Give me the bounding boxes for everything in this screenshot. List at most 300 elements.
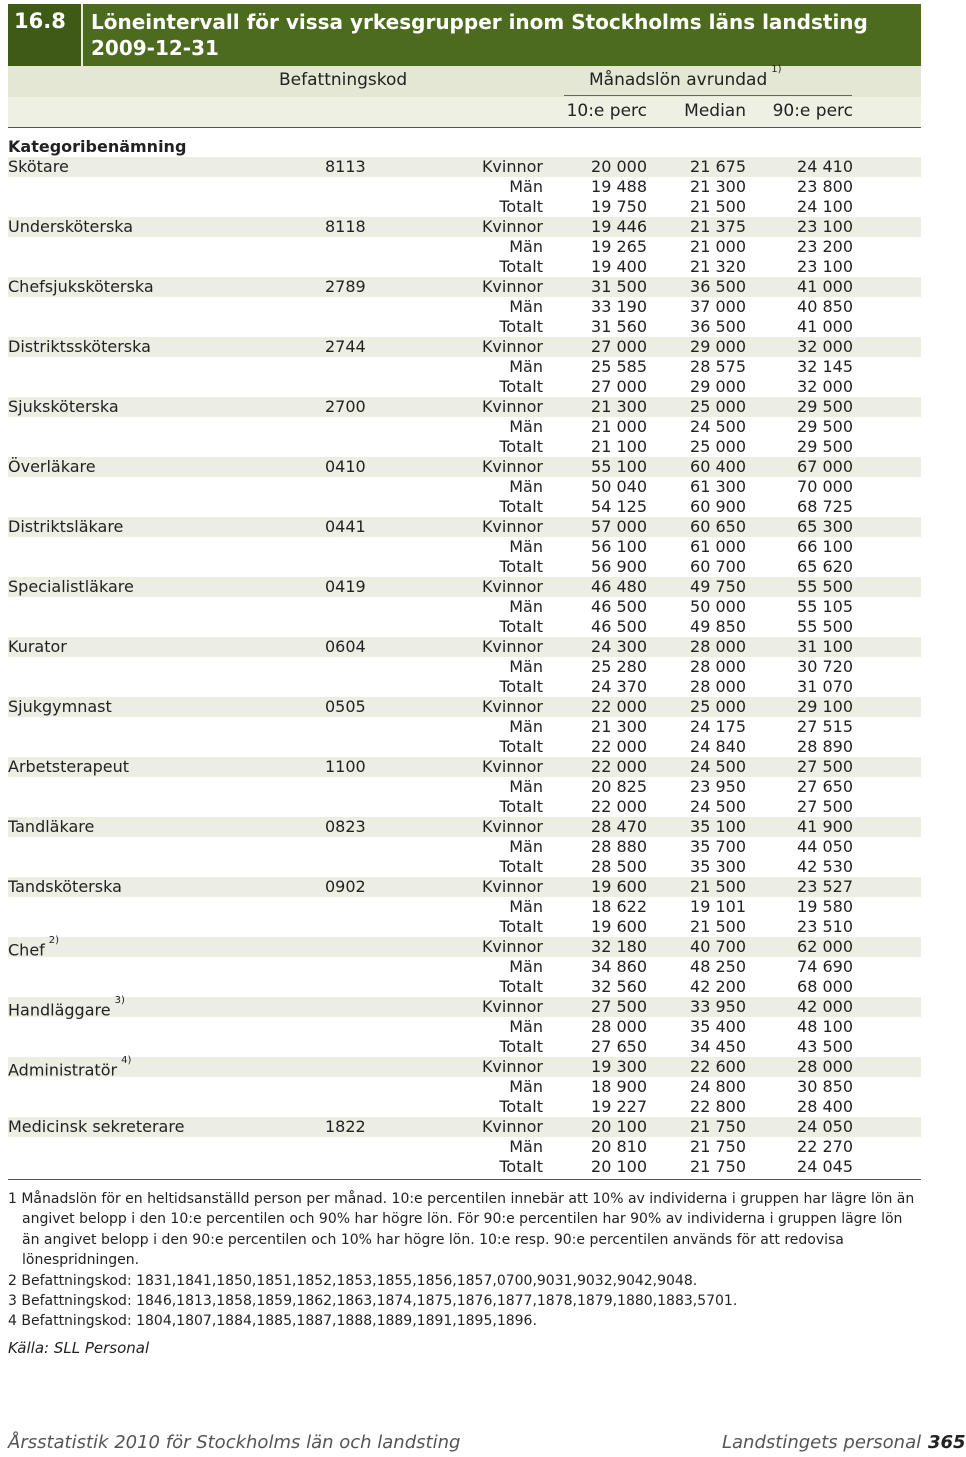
row-befattningskod: 0419 — [325, 577, 366, 596]
row-gender: Kvinnor — [481, 637, 543, 656]
row-p90: 62 000 — [797, 937, 853, 956]
row-p10: 28 880 — [591, 837, 647, 856]
row-p10: 22 000 — [591, 737, 647, 756]
table-row — [8, 317, 921, 337]
row-befattningskod: 0441 — [325, 517, 366, 536]
row-category-name: Skötare — [8, 157, 69, 176]
row-p10: 24 370 — [591, 677, 647, 696]
row-median: 24 500 — [690, 757, 746, 776]
row-befattningskod: 2789 — [325, 277, 366, 296]
row-p90: 22 270 — [797, 1137, 853, 1156]
row-befattningskod: 1822 — [325, 1117, 366, 1136]
table-row — [8, 697, 921, 717]
row-p90: 42 530 — [797, 857, 853, 876]
row-median: 35 300 — [690, 857, 746, 876]
row-p90: 29 500 — [797, 437, 853, 456]
row-p10: 20 100 — [591, 1117, 647, 1136]
row-p90: 30 720 — [797, 657, 853, 676]
row-category-name: Administratör $^{4)}$ — [8, 1055, 132, 1080]
table-row — [8, 557, 921, 577]
row-gender: Män — [509, 897, 543, 916]
row-p90: 68 725 — [797, 497, 853, 516]
header-group-rule — [564, 95, 852, 96]
table-row — [8, 617, 921, 637]
row-p90: 28 400 — [797, 1097, 853, 1116]
footnote-2: 2 Befattningskod: 1831,1841,1850,1851,1852,1853,1855,1856,1857,0700,9031,9032,9042,9048. — [8, 1272, 698, 1289]
row-p10: 56 100 — [591, 537, 647, 556]
table-row — [8, 457, 921, 477]
row-gender: Kvinnor — [481, 577, 543, 596]
row-median: 49 850 — [690, 617, 746, 636]
row-p10: 27 000 — [591, 337, 647, 356]
row-gender: Män — [509, 177, 543, 196]
footer-publication: Årsstatistik 2010 för Stockholms län och landsting — [8, 1432, 461, 1453]
row-median: 24 800 — [690, 1077, 746, 1096]
row-p90: 28 890 — [797, 737, 853, 756]
row-median: 29 000 — [690, 337, 746, 356]
table-row — [8, 837, 921, 857]
footnote-ref: 2) — [48, 935, 60, 946]
row-befattningskod: 8118 — [325, 217, 366, 236]
row-p90: 27 515 — [797, 717, 853, 736]
table-row — [8, 777, 921, 797]
table-row — [8, 377, 921, 397]
table-row — [8, 957, 921, 977]
row-gender: Män — [509, 597, 543, 616]
row-gender: Män — [509, 1137, 543, 1156]
row-median: 50 000 — [690, 597, 746, 616]
row-befattningskod: 0604 — [325, 637, 366, 656]
row-gender: Kvinnor — [481, 817, 543, 836]
row-p10: 22 000 — [591, 797, 647, 816]
row-p90: 29 500 — [797, 397, 853, 416]
row-p10: 19 446 — [591, 217, 647, 236]
row-p90: 41 000 — [797, 277, 853, 296]
table-row — [8, 597, 921, 617]
header-median: Median — [684, 101, 746, 121]
table-row — [8, 1117, 921, 1137]
row-median: 22 800 — [690, 1097, 746, 1116]
row-p10: 55 100 — [591, 457, 647, 476]
row-median: 37 000 — [690, 297, 746, 316]
row-gender: Män — [509, 477, 543, 496]
row-gender: Totalt — [499, 497, 543, 516]
row-p10: 22 000 — [591, 757, 647, 776]
page-number: 365 — [928, 1432, 966, 1453]
table-title — [83, 4, 868, 66]
header-befattningskod: Befattningskod — [279, 70, 408, 90]
row-median: 60 650 — [690, 517, 746, 536]
row-gender: Män — [509, 417, 543, 436]
table-row — [8, 877, 921, 897]
row-p90: 24 050 — [797, 1117, 853, 1136]
row-median: 28 575 — [690, 357, 746, 376]
row-gender: Kvinnor — [481, 157, 543, 176]
row-median: 24 840 — [690, 737, 746, 756]
row-median: 21 500 — [690, 197, 746, 216]
salary-table-body — [8, 157, 921, 1177]
row-p90: 27 500 — [797, 797, 853, 816]
footnote-3: 3 Befattningskod: 1846,1813,1858,1859,1862,1863,1874,1875,1876,1877,1878,1879,1880,1883,5701. — [8, 1293, 738, 1310]
row-p90: 23 100 — [797, 257, 853, 276]
row-p10: 22 000 — [591, 697, 647, 716]
row-p10: 28 000 — [591, 1017, 647, 1036]
row-befattningskod: 2744 — [325, 337, 366, 356]
footnote-ref: 4) — [121, 1055, 132, 1066]
row-median: 60 700 — [690, 557, 746, 576]
row-category-name: Sjukgymnast — [8, 697, 112, 716]
row-median: 61 000 — [690, 537, 746, 556]
table-row — [8, 995, 921, 1020]
row-p10: 20 810 — [591, 1137, 647, 1156]
row-gender: Totalt — [499, 677, 543, 696]
row-p10: 27 650 — [591, 1037, 647, 1056]
row-median: 35 400 — [690, 1017, 746, 1036]
row-median: 28 000 — [690, 677, 746, 696]
row-p10: 21 100 — [591, 437, 647, 456]
row-p90: 32 000 — [797, 377, 853, 396]
row-p90: 32 000 — [797, 337, 853, 356]
source-note: Källa: SLL Personal — [8, 1339, 150, 1357]
row-median: 60 400 — [690, 457, 746, 476]
column-header-row-1 — [8, 66, 921, 97]
table-row — [8, 857, 921, 877]
row-gender: Totalt — [499, 617, 543, 636]
row-p10: 19 600 — [591, 877, 647, 896]
row-befattningskod: 0902 — [325, 877, 366, 896]
row-category-name: Distriktsläkare — [8, 517, 124, 536]
row-p10: 57 000 — [591, 517, 647, 536]
row-p90: 40 850 — [797, 297, 853, 316]
header-manadslon: Månadslön avrundad$^{1)}$ — [589, 64, 782, 90]
row-p10: 46 500 — [591, 617, 647, 636]
row-median: 28 000 — [690, 637, 746, 656]
row-category-name: Specialistläkare — [8, 577, 134, 596]
row-p90: 32 145 — [797, 357, 853, 376]
row-p90: 23 527 — [797, 877, 853, 896]
table-row — [8, 1157, 921, 1177]
row-p10: 32 180 — [591, 937, 647, 956]
row-p90: 48 100 — [797, 1017, 853, 1036]
row-p10: 19 300 — [591, 1057, 647, 1076]
row-median: 21 500 — [690, 917, 746, 936]
row-gender: Kvinnor — [481, 337, 543, 356]
row-p90: 65 620 — [797, 557, 853, 576]
row-p10: 21 300 — [591, 397, 647, 416]
row-p90: 28 000 — [797, 1057, 853, 1076]
row-gender: Kvinnor — [481, 697, 543, 716]
row-p90: 44 050 — [797, 837, 853, 856]
row-p10: 18 622 — [591, 897, 647, 916]
row-befattningskod: 1100 — [325, 757, 366, 776]
row-gender: Totalt — [499, 917, 543, 936]
row-p90: 66 100 — [797, 537, 853, 556]
row-gender: Män — [509, 957, 543, 976]
table-row — [8, 397, 921, 417]
row-p10: 19 750 — [591, 197, 647, 216]
row-median: 61 300 — [690, 477, 746, 496]
row-gender: Kvinnor — [481, 457, 543, 476]
row-median: 21 500 — [690, 877, 746, 896]
row-befattningskod: 0505 — [325, 697, 366, 716]
row-median: 24 500 — [690, 797, 746, 816]
row-median: 25 000 — [690, 437, 746, 456]
row-median: 23 950 — [690, 777, 746, 796]
row-gender: Totalt — [499, 317, 543, 336]
row-p90: 42 000 — [797, 997, 853, 1016]
table-row — [8, 657, 921, 677]
row-befattningskod: 0823 — [325, 817, 366, 836]
row-p90: 65 300 — [797, 517, 853, 536]
row-gender: Kvinnor — [481, 997, 543, 1016]
table-row — [8, 257, 921, 277]
row-p90: 23 510 — [797, 917, 853, 936]
row-p10: 25 280 — [591, 657, 647, 676]
row-p90: 30 850 — [797, 1077, 853, 1096]
row-p90: 24 045 — [797, 1157, 853, 1176]
row-gender: Totalt — [499, 197, 543, 216]
row-p10: 20 100 — [591, 1157, 647, 1176]
row-gender: Kvinnor — [481, 877, 543, 896]
footnotes — [8, 1189, 923, 1332]
row-p90: 55 105 — [797, 597, 853, 616]
row-median: 25 000 — [690, 397, 746, 416]
table-row — [8, 337, 921, 357]
row-median: 21 675 — [690, 157, 746, 176]
row-median: 35 100 — [690, 817, 746, 836]
table-row — [8, 737, 921, 757]
table-row — [8, 417, 921, 437]
row-gender: Totalt — [499, 377, 543, 396]
row-median: 42 200 — [690, 977, 746, 996]
row-gender: Totalt — [499, 257, 543, 276]
row-p10: 46 500 — [591, 597, 647, 616]
row-median: 25 000 — [690, 697, 746, 716]
row-median: 35 700 — [690, 837, 746, 856]
table-row — [8, 917, 921, 937]
row-median: 21 000 — [690, 237, 746, 256]
row-p10: 50 040 — [591, 477, 647, 496]
row-median: 48 250 — [690, 957, 746, 976]
table-row — [8, 197, 921, 217]
table-row — [8, 637, 921, 657]
footer-section: Landstingets personal — [722, 1432, 922, 1453]
table-row — [8, 537, 921, 557]
table-row — [8, 1137, 921, 1157]
table-title-bar — [8, 4, 921, 66]
row-median: 29 000 — [690, 377, 746, 396]
row-p90: 23 100 — [797, 217, 853, 236]
table-row — [8, 677, 921, 697]
row-gender: Kvinnor — [481, 397, 543, 416]
row-gender: Kvinnor — [481, 1057, 543, 1076]
row-p10: 20 825 — [591, 777, 647, 796]
row-befattningskod: 8113 — [325, 157, 366, 176]
table-row — [8, 1077, 921, 1097]
row-p10: 19 600 — [591, 917, 647, 936]
row-median: 40 700 — [690, 937, 746, 956]
row-category-name: Överläkare — [8, 457, 96, 476]
row-category-name: Kurator — [8, 637, 67, 656]
table-row — [8, 497, 921, 517]
row-p10: 27 000 — [591, 377, 647, 396]
row-gender: Totalt — [499, 557, 543, 576]
row-gender: Män — [509, 357, 543, 376]
table-row — [8, 297, 921, 317]
row-p90: 24 100 — [797, 197, 853, 216]
table-row — [8, 897, 921, 917]
row-p90: 31 100 — [797, 637, 853, 656]
row-median: 21 375 — [690, 217, 746, 236]
row-p10: 34 860 — [591, 957, 647, 976]
row-gender: Män — [509, 717, 543, 736]
row-p90: 55 500 — [797, 617, 853, 636]
column-header-row-2 — [8, 97, 921, 128]
table-row — [8, 1037, 921, 1057]
row-gender: Totalt — [499, 797, 543, 816]
table-row — [8, 757, 921, 777]
header-p10: 10:e perc — [566, 101, 647, 121]
row-gender: Män — [509, 237, 543, 256]
table-title-line2: 2009-12-31 — [91, 36, 219, 60]
row-category-name: Tandläkare — [8, 817, 95, 836]
row-median: 33 950 — [690, 997, 746, 1016]
row-p10: 20 000 — [591, 157, 647, 176]
table-row — [8, 357, 921, 377]
table-row — [8, 157, 921, 177]
row-p10: 25 585 — [591, 357, 647, 376]
row-gender: Totalt — [499, 1037, 543, 1056]
table-row — [8, 217, 921, 237]
row-p10: 24 300 — [591, 637, 647, 656]
table-row — [8, 277, 921, 297]
row-p10: 46 480 — [591, 577, 647, 596]
table-row — [8, 977, 921, 997]
footnote-4: 4 Befattningskod: 1804,1807,1884,1885,1887,1888,1889,1891,1895,1896. — [8, 1313, 537, 1330]
row-p90: 29 100 — [797, 697, 853, 716]
row-median: 60 900 — [690, 497, 746, 516]
row-p90: 19 580 — [797, 897, 853, 916]
row-median: 34 450 — [690, 1037, 746, 1056]
row-category-name: Distriktssköterska — [8, 337, 151, 356]
row-category-name: Medicinsk sekreterare — [8, 1117, 185, 1136]
row-p10: 21 300 — [591, 717, 647, 736]
row-gender: Kvinnor — [481, 1117, 543, 1136]
row-category-name: Tandsköterska — [8, 877, 122, 896]
row-p10: 19 265 — [591, 237, 647, 256]
row-p90: 43 500 — [797, 1037, 853, 1056]
row-p90: 23 800 — [797, 177, 853, 196]
header-kategoribenamning: Kategoribenämning — [8, 137, 187, 156]
row-category-name: Arbetsterapeut — [8, 757, 130, 776]
row-p10: 32 560 — [591, 977, 647, 996]
table-row — [8, 935, 921, 960]
row-gender: Kvinnor — [481, 937, 543, 956]
row-gender: Män — [509, 777, 543, 796]
row-gender: Män — [509, 1077, 543, 1096]
row-p90: 70 000 — [797, 477, 853, 496]
row-p90: 31 070 — [797, 677, 853, 696]
row-p10: 28 470 — [591, 817, 647, 836]
row-category-name: Undersköterska — [8, 217, 134, 236]
row-category-name: Chef $^{2)}$ — [8, 935, 60, 960]
row-p90: 74 690 — [797, 957, 853, 976]
table-row — [8, 237, 921, 257]
row-gender: Kvinnor — [481, 757, 543, 776]
row-gender: Totalt — [499, 977, 543, 996]
row-gender: Kvinnor — [481, 277, 543, 296]
row-gender: Kvinnor — [481, 217, 543, 236]
row-median: 24 500 — [690, 417, 746, 436]
row-p10: 19 400 — [591, 257, 647, 276]
row-gender: Totalt — [499, 1157, 543, 1176]
row-p10: 19 488 — [591, 177, 647, 196]
row-p90: 27 500 — [797, 757, 853, 776]
row-gender: Totalt — [499, 1097, 543, 1116]
table-row — [8, 437, 921, 457]
row-p10: 27 500 — [591, 997, 647, 1016]
table-row — [8, 517, 921, 537]
row-median: 21 320 — [690, 257, 746, 276]
row-p90: 67 000 — [797, 457, 853, 476]
row-gender: Totalt — [499, 437, 543, 456]
row-p90: 68 000 — [797, 977, 853, 996]
row-median: 22 600 — [690, 1057, 746, 1076]
row-gender: Män — [509, 657, 543, 676]
table-title-line1: Löneintervall för vissa yrkesgrupper inom Stockholms läns landsting — [91, 10, 868, 34]
row-median: 21 750 — [690, 1157, 746, 1176]
row-p10: 21 000 — [591, 417, 647, 436]
row-p90: 27 650 — [797, 777, 853, 796]
row-category-name: Sjuksköterska — [8, 397, 119, 416]
row-gender: Män — [509, 837, 543, 856]
row-p90: 41 900 — [797, 817, 853, 836]
footnote-1: 1 Månadslön för en heltidsanställd person per månad. 10:e percentilen innebär att 10% av individerna i gruppen har lägre lön än angivet belopp i den 10:e percentilen och 90% har högre lön. För 90:e percentilen har 90% av individerna i gruppen lägre lön än angivet belopp i den 90:e percentilen och 10% har högre lön. 10:e resp. 90:e percentilen används för att redovisa lönespridningen. — [8, 1191, 915, 1269]
table-row — [8, 177, 921, 197]
row-median: 49 750 — [690, 577, 746, 596]
row-category-name: Handläggare $^{3)}$ — [8, 995, 125, 1020]
table-row — [8, 577, 921, 597]
row-median: 19 101 — [690, 897, 746, 916]
row-p10: 56 900 — [591, 557, 647, 576]
row-median: 36 500 — [690, 277, 746, 296]
row-gender: Kvinnor — [481, 517, 543, 536]
row-p10: 28 500 — [591, 857, 647, 876]
table-row — [8, 477, 921, 497]
row-befattningskod: 0410 — [325, 457, 366, 476]
row-p90: 24 410 — [797, 157, 853, 176]
row-befattningskod: 2700 — [325, 397, 366, 416]
footnote-ref: 3) — [114, 995, 125, 1006]
row-p10: 31 560 — [591, 317, 647, 336]
row-p90: 41 000 — [797, 317, 853, 336]
header-p90: 90:e perc — [772, 101, 853, 121]
table-row — [8, 1097, 921, 1117]
row-gender: Totalt — [499, 737, 543, 756]
table-bottom-rule — [8, 1179, 921, 1180]
row-gender: Totalt — [499, 857, 543, 876]
header-footnote-ref: 1) — [771, 64, 782, 76]
row-median: 21 750 — [690, 1117, 746, 1136]
table-row — [8, 1017, 921, 1037]
table-row — [8, 1055, 921, 1080]
row-p10: 31 500 — [591, 277, 647, 296]
row-p10: 18 900 — [591, 1077, 647, 1096]
row-median: 36 500 — [690, 317, 746, 336]
row-gender: Män — [509, 537, 543, 556]
row-p90: 23 200 — [797, 237, 853, 256]
row-gender: Män — [509, 297, 543, 316]
